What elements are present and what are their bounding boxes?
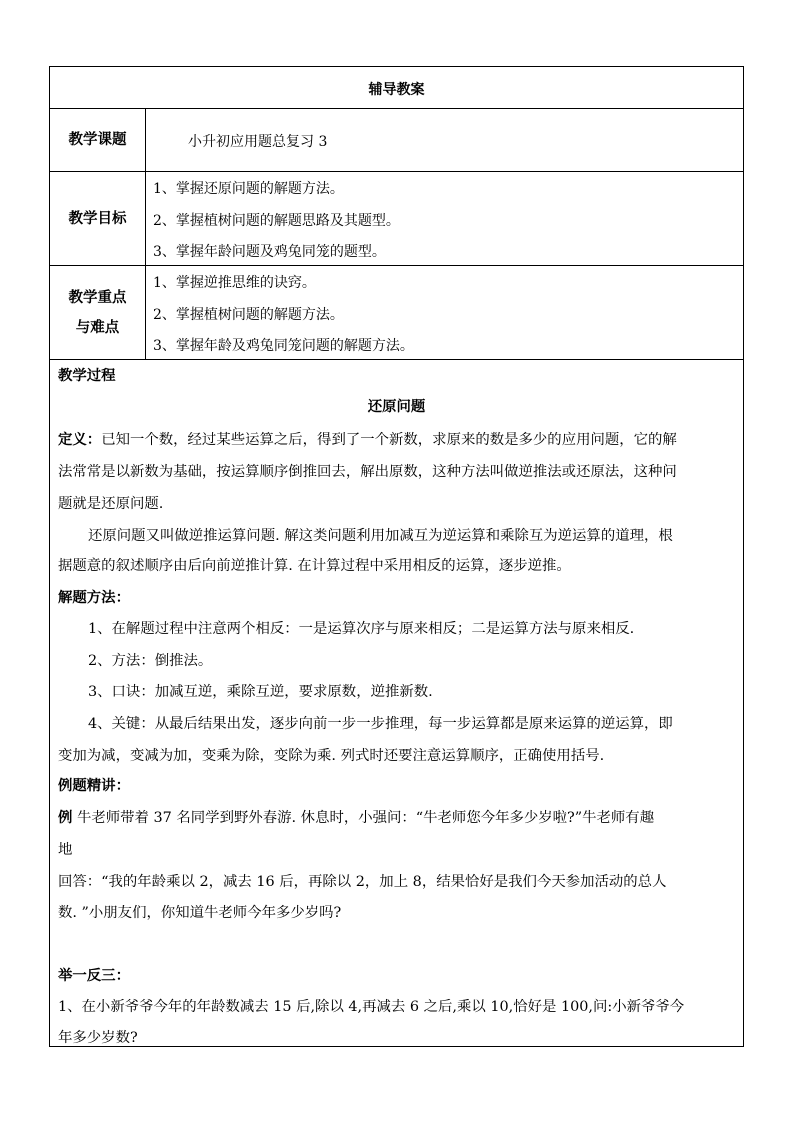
method-line: 2、方法：倒推法。 <box>88 653 213 669</box>
key-point-item: 3、掌握年龄及鸡兔同笼问题的解题方法。 <box>153 338 414 354</box>
example-line: 回答：“我的年龄乘以 2，减去 16 后，再除以 2，加上 8，结果恰好是我们今天参加活动的总人 <box>58 874 667 890</box>
example-prefix: 例 <box>58 810 73 826</box>
document-title: 辅导教案 <box>368 82 425 98</box>
key-point-item: 2、掌握植树问题的解题方法。 <box>153 307 344 323</box>
objectives-row <box>50 172 743 266</box>
example-line <box>58 806 654 827</box>
method-line: 4、关键：从最后结果出发，逐步向前一步一步推理，每一步运算都是原来运算的逆运算，即 <box>88 716 673 732</box>
practice-line: 1、在小新爷爷今年的年龄数减去 15 后,除以 4,再减去 6 之后,乘以 10,恰好是 100,问:小新爷爷今 <box>58 999 685 1015</box>
key-points-row <box>50 266 743 360</box>
example-line: 地 <box>58 842 73 858</box>
definition-line <box>58 428 677 449</box>
teaching-process <box>50 360 743 1046</box>
key-points-content <box>146 266 743 359</box>
key-point-item: 1、掌握逆推思维的诀窍。 <box>153 275 316 291</box>
example-line: 数. ”小朋友们，你知道牛老师今年多少岁吗? <box>58 905 342 921</box>
definition-line: 题就是还原问题. <box>58 496 164 512</box>
method-line: 3、口诀：加减互逆，乘除互逆，要求原数，逆推新数. <box>88 684 433 700</box>
practice-line: 年多少岁数? <box>58 1030 138 1046</box>
definition-text: 已知一个数，经过某些运算之后，得到了一个新数，求原来的数是多少的应用问题，它的解 <box>101 432 677 448</box>
topic-content <box>146 109 743 171</box>
explanation-line: 还原问题又叫做逆推运算问题. 解这类问题利用加减互为逆运算和乘除互为逆运算的道理，根 <box>88 528 673 544</box>
objective-item: 2、掌握植树问题的解题思路及其题型。 <box>153 213 400 229</box>
key-points-label <box>50 266 146 359</box>
method-label: 解题方法： <box>58 590 130 606</box>
key-points-label-line1: 教学重点 <box>68 289 127 306</box>
topic-row <box>50 109 743 172</box>
method-line: 变加为减，变减为加，变乘为除，变除为乘. 列式时还要注意运算顺序，正确使用括号. <box>58 748 605 764</box>
topic-label: 教学课题 <box>50 109 146 171</box>
definition-label: 定义： <box>58 432 102 448</box>
objective-item: 3、掌握年龄问题及鸡兔同笼的题型。 <box>153 244 386 260</box>
explanation-line: 据题意的叙述顺序由后向前逆推计算. 在计算过程中采用相反的运算，逐步逆推。 <box>58 558 571 574</box>
definition-line: 法常常是以新数为基础，按运算顺序倒推回去，解出原数，这种方法叫做逆推法或还原法，这种问 <box>58 464 677 480</box>
section-title: 还原问题 <box>367 399 426 415</box>
topic-value: 小升初应用题总复习 3 <box>188 134 328 150</box>
objectives-label: 教学目标 <box>50 172 146 265</box>
title-row <box>50 67 743 109</box>
objectives-content <box>146 172 743 265</box>
example-label: 例题精讲： <box>58 778 130 794</box>
process-heading: 教学过程 <box>58 368 116 384</box>
method-line: 1、在解题过程中注意两个相反：一是运算次序与原来相反；二是运算方法与原来相反. <box>88 621 635 637</box>
key-points-label-line2: 与难点 <box>75 319 120 336</box>
lesson-plan-table <box>49 66 744 1047</box>
objective-item: 1、掌握还原问题的解题方法。 <box>153 181 344 197</box>
practice-label: 举一反三： <box>58 968 130 984</box>
example-text: 牛老师带着 37 名同学到野外春游. 休息时，小强问：“牛老师您今年多少岁啦?”牛老师有趣 <box>76 810 655 826</box>
